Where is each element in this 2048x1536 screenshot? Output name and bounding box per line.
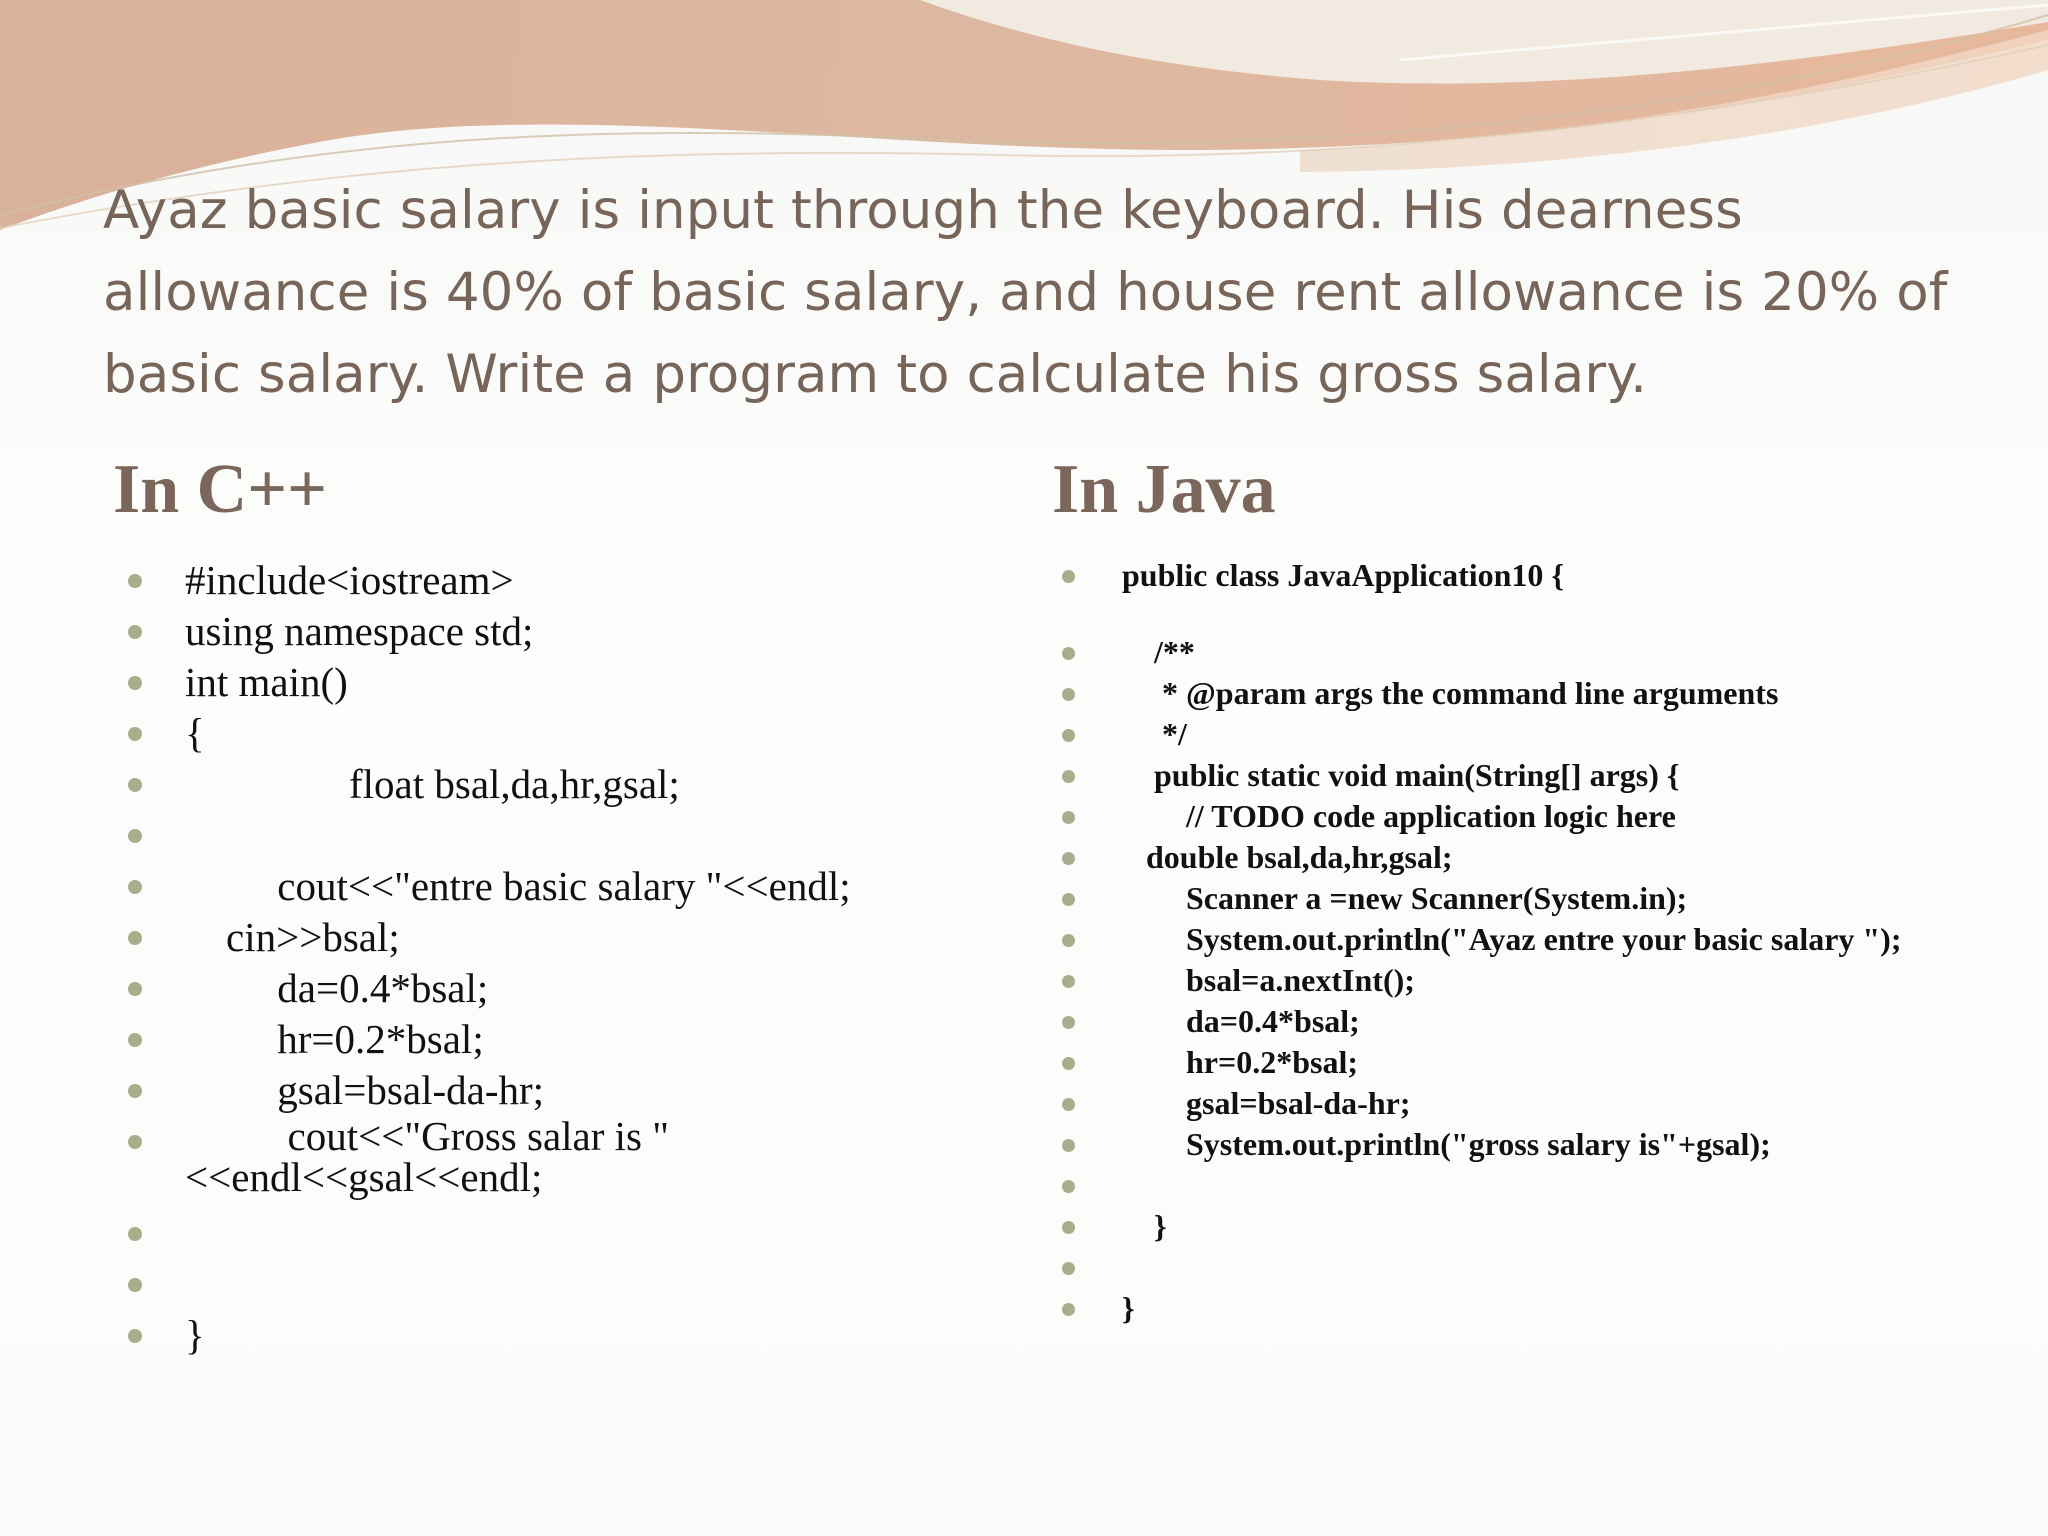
cpp-code-text: da=0.4*bsal; [185, 965, 489, 1011]
java-code-text: public class JavaApplication10 { [1122, 557, 1565, 593]
java-code-line [1062, 837, 1962, 878]
bullet-icon [1062, 770, 1075, 783]
java-code-line [1062, 632, 1962, 673]
cpp-code-line [128, 1065, 1008, 1116]
bullet-icon [128, 1135, 142, 1149]
cpp-code-text: cin>>bsal; [185, 914, 400, 960]
cpp-code-text [185, 1208, 1008, 1259]
bullet-icon [128, 574, 142, 588]
bullet-icon [128, 727, 142, 741]
java-code-text: public static void main(String[] args) { [1122, 757, 1680, 793]
java-code-text: System.out.println("gross salary is"+gsal); [1122, 1126, 1771, 1162]
cpp-code-line [128, 810, 1008, 861]
java-code-line [1062, 755, 1962, 796]
bullet-icon [128, 1278, 142, 1292]
cpp-code-text: cout<<"Gross salar is "<<endl<<gsal<<endl; [185, 1113, 669, 1200]
bullet-icon [128, 829, 142, 843]
java-code-line [1062, 1247, 1962, 1288]
java-code-line [1062, 960, 1962, 1001]
java-code-line [1062, 1288, 1962, 1329]
java-code-line [1062, 878, 1962, 919]
cpp-code-line [128, 912, 1008, 963]
bullet-icon [1062, 647, 1075, 660]
bullet-icon [128, 880, 142, 894]
java-code-text: Scanner a =new Scanner(System.in); [1122, 880, 1688, 916]
bullet-icon [128, 1329, 142, 1343]
java-code-line [1062, 714, 1962, 755]
bullet-icon [1062, 852, 1075, 865]
bullet-icon [128, 1033, 142, 1047]
java-code-text: hr=0.2*bsal; [1122, 1044, 1359, 1080]
cpp-code-text: { [185, 710, 205, 756]
bullet-icon [128, 625, 142, 639]
java-code-line [1062, 919, 1962, 960]
bullet-icon [1062, 1180, 1075, 1193]
bullet-icon [1062, 688, 1075, 701]
java-code-line [1062, 1083, 1962, 1124]
java-code-text: /** [1122, 634, 1195, 670]
cpp-code-line [128, 1310, 1008, 1361]
cpp-code-line [128, 708, 1008, 759]
heading-java: In Java [1052, 451, 1276, 528]
java-code-text [1122, 1165, 1962, 1206]
bullet-icon [128, 778, 142, 792]
java-code-line [1062, 1001, 1962, 1042]
cpp-code-line [128, 1208, 1008, 1259]
bullet-icon [1062, 811, 1075, 824]
bullet-icon [1062, 1303, 1075, 1316]
java-code-text: */ [1122, 716, 1187, 752]
bullet-icon [1062, 729, 1075, 742]
java-code-text: System.out.println("Ayaz entre your basic salary "); [1122, 921, 1902, 957]
java-code-line [1062, 555, 1962, 596]
java-code-line [1062, 1206, 1962, 1247]
bullet-icon [128, 931, 142, 945]
java-code-line [1062, 1042, 1962, 1083]
bullet-icon [1062, 1221, 1075, 1234]
bullet-icon [1062, 975, 1075, 988]
java-code-line [1062, 796, 1962, 837]
cpp-code-text: using namespace std; [185, 608, 534, 654]
bullet-icon [1062, 1262, 1075, 1275]
cpp-code-line [128, 555, 1008, 606]
bullet-icon [1062, 934, 1075, 947]
bullet-icon [128, 1084, 142, 1098]
bullet-icon [1062, 570, 1075, 583]
bullet-icon [1062, 1139, 1075, 1152]
heading-cpp: In C++ [113, 451, 327, 528]
cpp-code-line [128, 963, 1008, 1014]
cpp-code-list [128, 555, 1008, 1361]
java-code-text: } [1122, 1208, 1167, 1244]
bullet-icon [1062, 893, 1075, 906]
cpp-code-line [128, 606, 1008, 657]
java-code-line [1062, 1124, 1962, 1165]
java-code-text [1122, 1247, 1962, 1288]
cpp-code-text: float bsal,da,hr,gsal; [185, 761, 680, 807]
java-code-line [1062, 596, 1962, 632]
java-code-text: * @param args the command line arguments [1122, 675, 1779, 711]
cpp-code-line [128, 1259, 1008, 1310]
cpp-code-text: int main() [185, 659, 348, 705]
cpp-code-line [128, 861, 1008, 912]
java-code-line [1062, 1165, 1962, 1206]
java-code-line [1062, 673, 1962, 714]
cpp-code-line [128, 657, 1008, 708]
bullet-icon [128, 676, 142, 690]
java-code-text: gsal=bsal-da-hr; [1122, 1085, 1411, 1121]
java-code-text [1122, 596, 1962, 637]
java-code-text: bsal=a.nextInt(); [1122, 962, 1415, 998]
java-code-text: } [1122, 1290, 1135, 1326]
bullet-icon [1062, 1057, 1075, 1070]
slide-title: Ayaz basic salary is input through the keyboard. His dearness allowance is 40% of basic salary, and house rent allowance is 20% of basic salary. Write a program to calculate his gross salary. [103, 180, 1948, 405]
cpp-code-text: #include<iostream> [185, 557, 514, 603]
cpp-code-text [185, 810, 1008, 861]
cpp-code-text: cout<<"entre basic salary "<<endl; [185, 863, 851, 909]
java-code-list [1062, 555, 1962, 1329]
cpp-code-text: hr=0.2*bsal; [185, 1016, 484, 1062]
java-code-text: da=0.4*bsal; [1122, 1003, 1360, 1039]
bullet-icon [128, 982, 142, 996]
cpp-code-text [185, 1259, 1008, 1310]
java-code-text: // TODO code application logic here [1122, 798, 1676, 834]
bullet-icon [1062, 1098, 1075, 1111]
cpp-code-line [128, 1113, 1008, 1208]
cpp-code-text: } [185, 1312, 205, 1358]
cpp-code-line [128, 759, 1008, 810]
cpp-code-line [128, 1014, 1008, 1065]
bullet-icon [128, 1227, 142, 1241]
bullet-icon [1062, 1016, 1075, 1029]
java-code-text: double bsal,da,hr,gsal; [1122, 839, 1453, 875]
cpp-code-text: gsal=bsal-da-hr; [185, 1067, 545, 1113]
